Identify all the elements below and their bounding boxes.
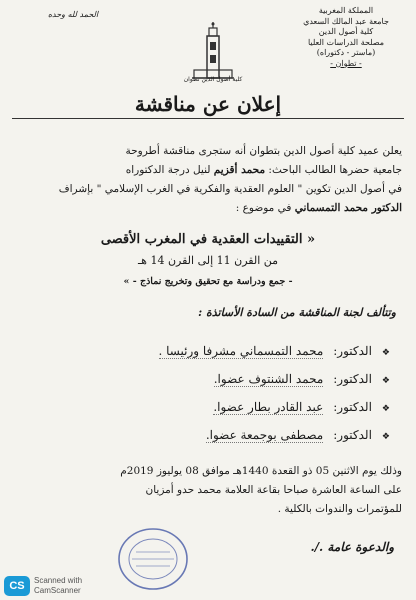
thesis-title: « التقييدات العقدية في المغرب الأقصى — [100, 232, 316, 247]
member-title: الدكتور: — [333, 400, 372, 414]
header-line: كلية أصول الدين — [318, 27, 374, 36]
bullet-icon: ❖ — [381, 376, 390, 386]
camscanner-watermark — [4, 576, 82, 596]
header-line: (ماستر - دكتوراه) — [316, 48, 376, 57]
member-name: عبد القادر بطار عضوا. — [213, 400, 324, 414]
thesis-method: - جمع ودراسة مع تحقيق وتخريج نماذج - » — [123, 276, 293, 287]
title-text: إعلان عن مناقشة — [134, 92, 282, 116]
camscanner-text — [34, 576, 82, 596]
closing-line: والدعوة عامة ./. — [310, 540, 394, 554]
bullet-icon: ❖ — [381, 348, 390, 358]
header-line: جامعة عبد المالك السعدي — [303, 16, 389, 26]
intro-line: في أصول الدين تكوين " العلوم العقدية والفكرية في الغرب الإسلامي " بإشراف — [58, 183, 402, 195]
member-name: مصطفى بوجمعة عضوا. — [205, 428, 324, 442]
header-line: - تطوان - — [330, 58, 362, 68]
details-line: وذلك يوم الاثنين 05 ذو القعدة 1440هـ موافق 08 يوليوز 2019م — [120, 465, 402, 477]
committee-member — [100, 400, 390, 415]
member-name: محمد الشنتوف عضوا. — [213, 372, 324, 386]
supervisor-name: الدكتور محمد التمسماني — [294, 202, 402, 214]
page-title — [0, 92, 416, 116]
student-name: محمد أقزيم — [213, 164, 266, 176]
intro-paragraph — [14, 142, 402, 218]
intro-text: لنيل درجة الدكتوراه — [125, 164, 214, 176]
intro-text: جامعية حضرها الطالب الباحث: — [265, 164, 402, 176]
committee-title: وتتألف لجنة المناقشة من السادة الأساتذة : — [198, 306, 396, 319]
scanner-line: Scanned with — [34, 576, 83, 585]
details-line: على الساعة العاشرة صباحا بقاعة العلامة محمد حدو أمزيان — [145, 484, 402, 496]
member-title: الدكتور: — [333, 372, 372, 386]
event-details — [14, 462, 402, 519]
scanner-line: CamScanner — [34, 586, 81, 595]
bullet-icon: ❖ — [381, 432, 390, 442]
camscanner-logo-icon: CS — [4, 576, 30, 596]
thesis-years: من القرن 11 إلى القرن 14 هـ — [137, 254, 279, 267]
intro-line: يعلن عميد كلية أصول الدين بتطوان أنه ستجرى مناقشة أطروحة — [125, 145, 402, 157]
title-divider — [12, 118, 404, 119]
member-title: الدكتور: — [333, 428, 372, 442]
header-line: مصلحة الدراسات العليا — [307, 37, 385, 47]
committee-member — [100, 344, 390, 359]
institution-header — [286, 6, 406, 69]
intro-text: في موضوع : — [235, 202, 295, 214]
header-line: المملكة المغربية — [318, 6, 374, 15]
member-title: الدكتور: — [333, 344, 372, 358]
official-stamp — [116, 522, 190, 596]
logo-caption: كلية أصول الدين تطوان — [183, 76, 243, 83]
basmala: الحمد لله وحده — [47, 10, 99, 19]
member-name: محمد التمسماني مشرفا ورئيسا . — [158, 344, 324, 358]
committee-member — [100, 372, 390, 387]
committee-member — [100, 428, 390, 443]
intro-line — [14, 161, 402, 180]
intro-line — [14, 199, 402, 218]
bullet-icon: ❖ — [381, 404, 390, 414]
details-line: للمؤتمرات والندوات بالكلية . — [277, 503, 402, 515]
